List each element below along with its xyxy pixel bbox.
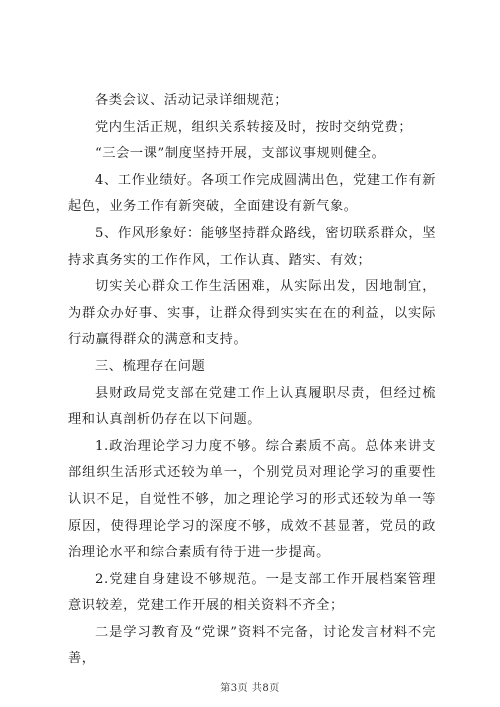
- paragraph-problem-2: 2.党建自身建设不够规范。一是支部工作开展档案管理意识较差，党建工作开展的相关资料不齐全；: [68, 571, 436, 614]
- paragraph-problem-2-continued: 二是学习教育及“党课”资料不完备，讨论发言材料不完善，: [68, 624, 436, 667]
- paragraph-party-life: 党内生活正规，组织关系转接及时，按时交纳党费；: [95, 119, 413, 135]
- page-number-footer: 第3页 共8页: [220, 683, 280, 694]
- section-heading-problems: 三、梳理存在问题: [95, 358, 206, 374]
- paragraph-meeting-records: 各类会议、活动记录详细规范；: [95, 93, 289, 108]
- paragraph-problems-intro: 县财政局党支部在党建工作上认真履职尽责，但经过梳理和认真剖析仍存在以下问题。: [68, 385, 436, 428]
- paragraph-problem-1: 1.政治理论学习力度不够。综合素质不高。总体来讲支部组织生活形式还较为单一，个别党员对理论学习的重要性认识不足，自觉性不够，加之理论学习的形式还较为单一等原因，使得理论学习的深度不够，成效不甚显著，党员的政治理论水平和综合素质有待于进一步提高。: [68, 438, 436, 561]
- paragraph-three-meetings: “三会一课”制度坚持开展，支部议事规则健全。: [95, 146, 386, 162]
- paragraph-work-performance: 4、工作业绩好。各项工作完成圆满出色，党建工作有新起色，业务工作有新突破，全面建设有新气象。: [68, 172, 436, 215]
- document-body: [68, 88, 436, 673]
- paragraph-care-for-masses: 切实关心群众工作生活困难，从实际出发，因地制宜，为群众办好事、实事，让群众得到实实在在的利益，以实际行动赢得群众的满意和支持。: [68, 279, 436, 348]
- paragraph-work-style: 5、作风形象好：能够坚持群众路线，密切联系群众，坚持求真务实的工作作风，工作认真、踏实、有效；: [68, 225, 436, 268]
